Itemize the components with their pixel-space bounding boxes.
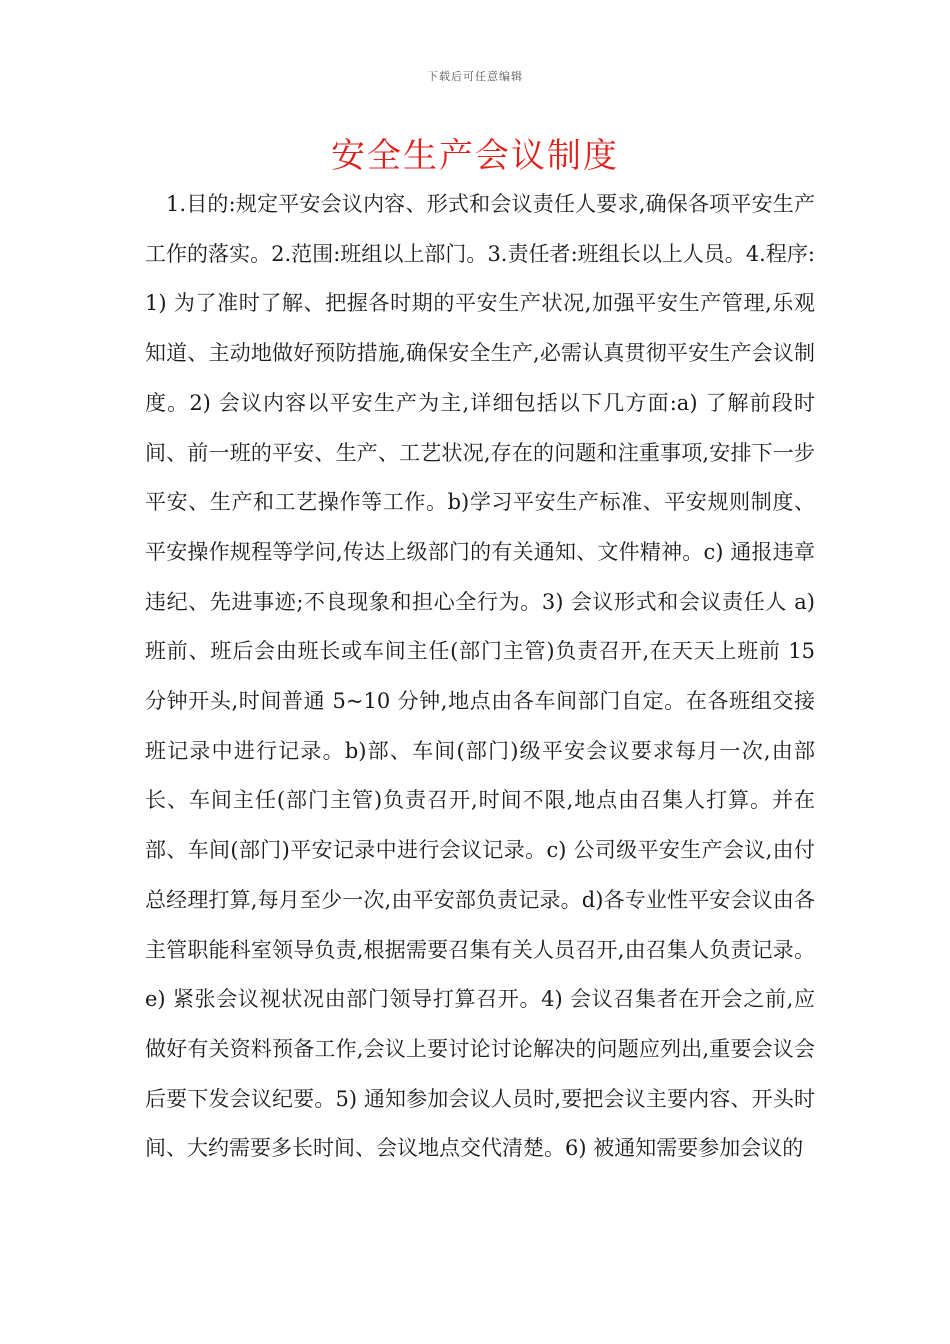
- header-note: 下载后可任意编辑: [427, 70, 523, 83]
- document-title: 安全生产会议制度: [331, 136, 619, 176]
- document-body: 1.目的:规定平安会议内容、形式和会议责任人要求,确保各项平安生产工作的落实。2.范围:班组以上部门。3.责任者:班组长以上人员。4.程序:1) 为了准时了解、把握各时期的平安生产状况,加强平安生产管理,乐观知道、主动地做好预防措施,确保安全生产,必需认真贯彻平安生产会议制度。2) 会议内容以平安生产为主,详细包括以下几方面:a) 了解前段时间、前一班的平安、生产、工艺状况,存在的问题和注重事项,安排下一步平安、生产和工艺操作等工作。b)学习平安生产标准、平安规则制度、平安操作规程等学问,传达上级部门的有关通知、文件精神。c) 通报违章违纪、先进事迹;不良现象和担心全行为。3) 会议形式和会议责任人 a) 班前、班后会由班长或车间主任(部门主管)负责召开,在天天上班前 15 分钟开头,时间普通 5~10 分钟,地点由各车间部门自定。在各班组交接班记录中进行记录。b)部、车间(部门)级平安会议要求每月一次,由部长、车间主任(部门主管)负责召开,时间不限,地点由召集人打算。并在部、车间(部门)平安记录中进行会议记录。c) 公司级平安生产会议,由付总经理打算,每月至少一次,由平安部负责记录。d)各专业性平安会议由各主管职能科室领导负责,根据需要召集有关人员召开,由召集人负责记录。e) 紧张会议视状况由部门领导打算召开。4) 会议召集者在开会之前,应做好有关资料预备工作,会议上要讨论讨论解决的问题应列出,重要会议会后要下发会议纪要。5) 通知参加会议人员时,要把会议主要内容、开头时间、大约需要多长时间、会议地点交代清楚。6) 被通知需要参加会议的: [145, 192, 815, 1161]
